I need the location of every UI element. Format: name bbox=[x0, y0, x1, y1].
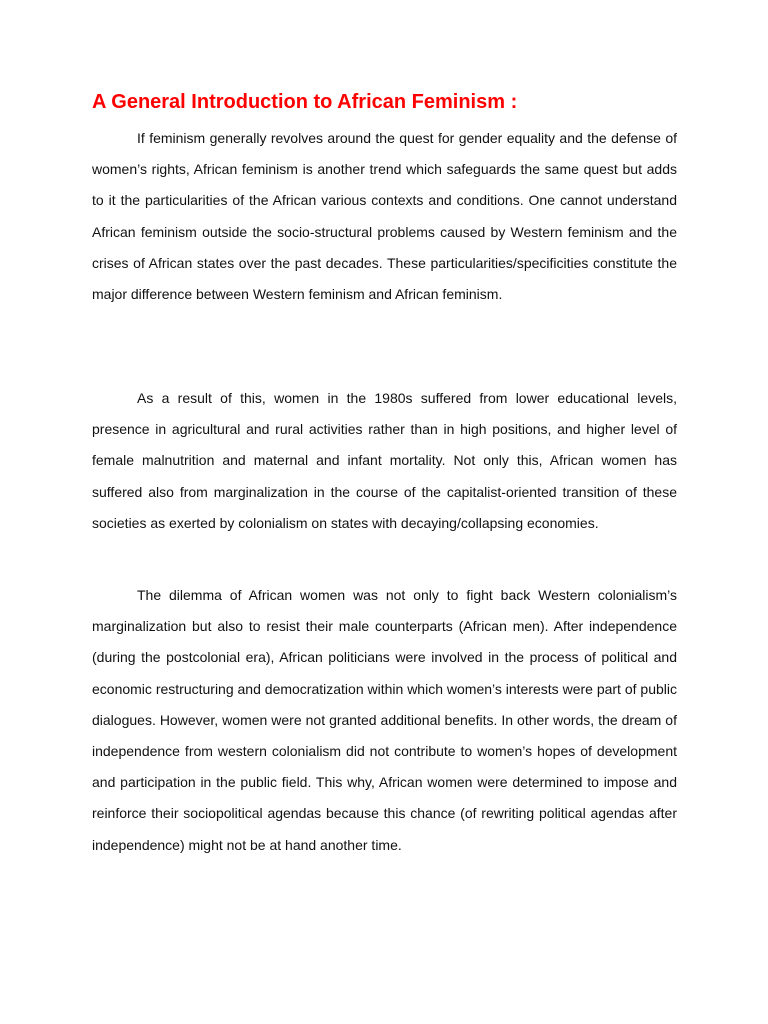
document-title: A General Introduction to African Feminism : bbox=[92, 91, 518, 113]
paragraph-1: If feminism generally revolves around the quest for gender equality and the defense of women’s rights, African feminism is another trend which safeguards the same quest but adds to it the particularities of the African various contexts and conditions. One cannot understand African feminism outside the socio-structural problems caused by Western feminism and the crises of African states over the past decades. These particularities/specificities constitute the major difference between Western feminism and African feminism. bbox=[92, 130, 677, 303]
paragraph-2: As a result of this, women in the 1980s suffered from lower educational levels, presence in agricultural and rural activities rather than in high positions, and higher level of female malnutrition and maternal and infant mortality. Not only this, African women has suffered also from marginalization in the course of the capitalist-oriented transition of these societies as exerted by colonialism on states with decaying/collapsing economies. bbox=[92, 390, 677, 531]
paragraph-3: The dilemma of African women was not only to fight back Western colonialism’s marginalization but also to resist their male counterparts (African men). After independence (during the postcolonial era), African politicians were involved in the process of political and economic restructuring and democratization within which women’s interests were part of public dialogues. However, women were not granted additional benefits. In other words, the dream of independence from western colonialism did not contribute to women’s hopes of development and participation in the public field. This why, African women were determined to impose and reinforce their sociopolitical agendas because this chance (of rewriting political agendas after independence) might not be at hand another time. bbox=[92, 587, 677, 853]
